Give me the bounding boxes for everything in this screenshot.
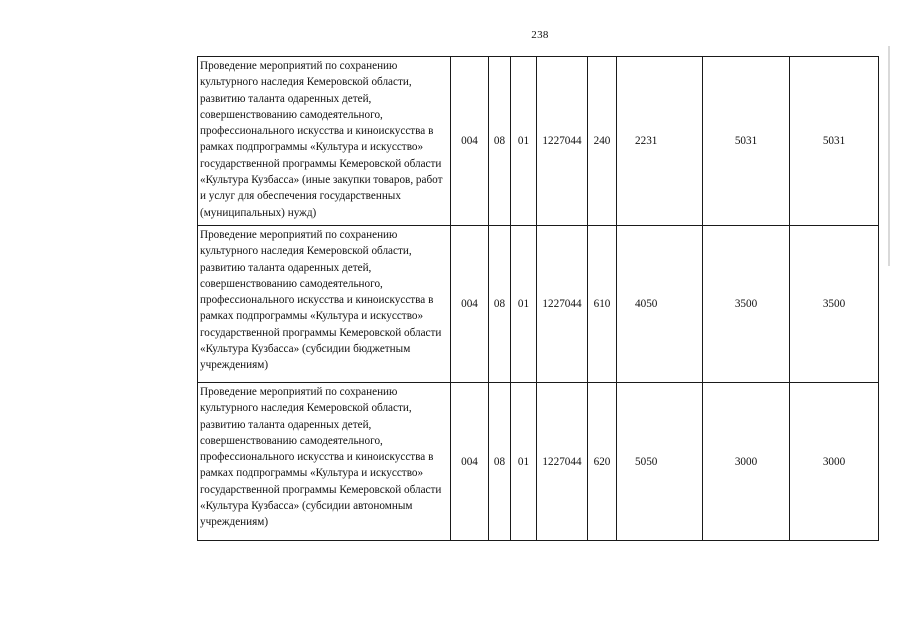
amount-year-2-cell: 3500 <box>703 226 790 383</box>
amount-year-3-cell: 3500 <box>790 226 879 383</box>
expense-type-cell: 610 <box>588 226 617 383</box>
target-article-cell: 1227044 <box>537 226 588 383</box>
page-number: 238 <box>531 29 549 41</box>
subsection-code-cell: 01 <box>511 383 537 541</box>
amount-year-2-cell: 5031 <box>703 57 790 226</box>
section-code-cell: 08 <box>489 383 511 541</box>
subsection-code-cell: 01 <box>511 226 537 383</box>
section-code-cell: 08 <box>489 57 511 226</box>
subsection-code-cell: 01 <box>511 57 537 226</box>
row-description: Проведение мероприятий по сохранению культурного наследия Кемеровской области, развитию таланта одаренных детей, совершенствованию самодеятельного, профессионального искусства и киноискусства в рамках подпрограммы «Культура и искусство» государственной программы Кемеровской области «Культура Кузбасса» (иные закупки товаров, работ и услуг для обеспечения государственных (муниципальных) нужд) <box>198 57 451 226</box>
amount-year-2-cell: 3000 <box>703 383 790 541</box>
amount-year-1-cell: 4050 <box>617 226 703 383</box>
table-row <box>198 383 879 541</box>
amount-year-1-cell: 5050 <box>617 383 703 541</box>
row-description: Проведение мероприятий по сохранению культурного наследия Кемеровской области, развитию таланта одаренных детей, совершенствованию самодеятельного, профессионального искусства и киноискусства в рамках подпрограммы «Культура и искусство» государственной программы Кемеровской области «Культура Кузбасса» (субсидии бюджетным учреждениям) <box>198 226 451 383</box>
expense-type-cell: 240 <box>588 57 617 226</box>
scan-edge-mark <box>888 46 890 266</box>
budget-table <box>197 56 879 541</box>
row-description: Проведение мероприятий по сохранению культурного наследия Кемеровской области, развитию таланта одаренных детей, совершенствованию самодеятельного, профессионального искусства и киноискусства в рамках подпрограммы «Культура и искусство» государственной программы Кемеровской области «Культура Кузбасса» (субсидии автономным учреждениям) <box>198 383 451 541</box>
ministry-code-cell: 004 <box>451 57 489 226</box>
section-code-cell: 08 <box>489 226 511 383</box>
amount-year-3-cell: 3000 <box>790 383 879 541</box>
ministry-code-cell: 004 <box>451 383 489 541</box>
table-row <box>198 226 879 383</box>
target-article-cell: 1227044 <box>537 383 588 541</box>
amount-year-1-cell: 2231 <box>617 57 703 226</box>
target-article-cell: 1227044 <box>537 57 588 226</box>
amount-year-3-cell: 5031 <box>790 57 879 226</box>
expense-type-cell: 620 <box>588 383 617 541</box>
ministry-code-cell: 004 <box>451 226 489 383</box>
table-row <box>198 57 879 226</box>
